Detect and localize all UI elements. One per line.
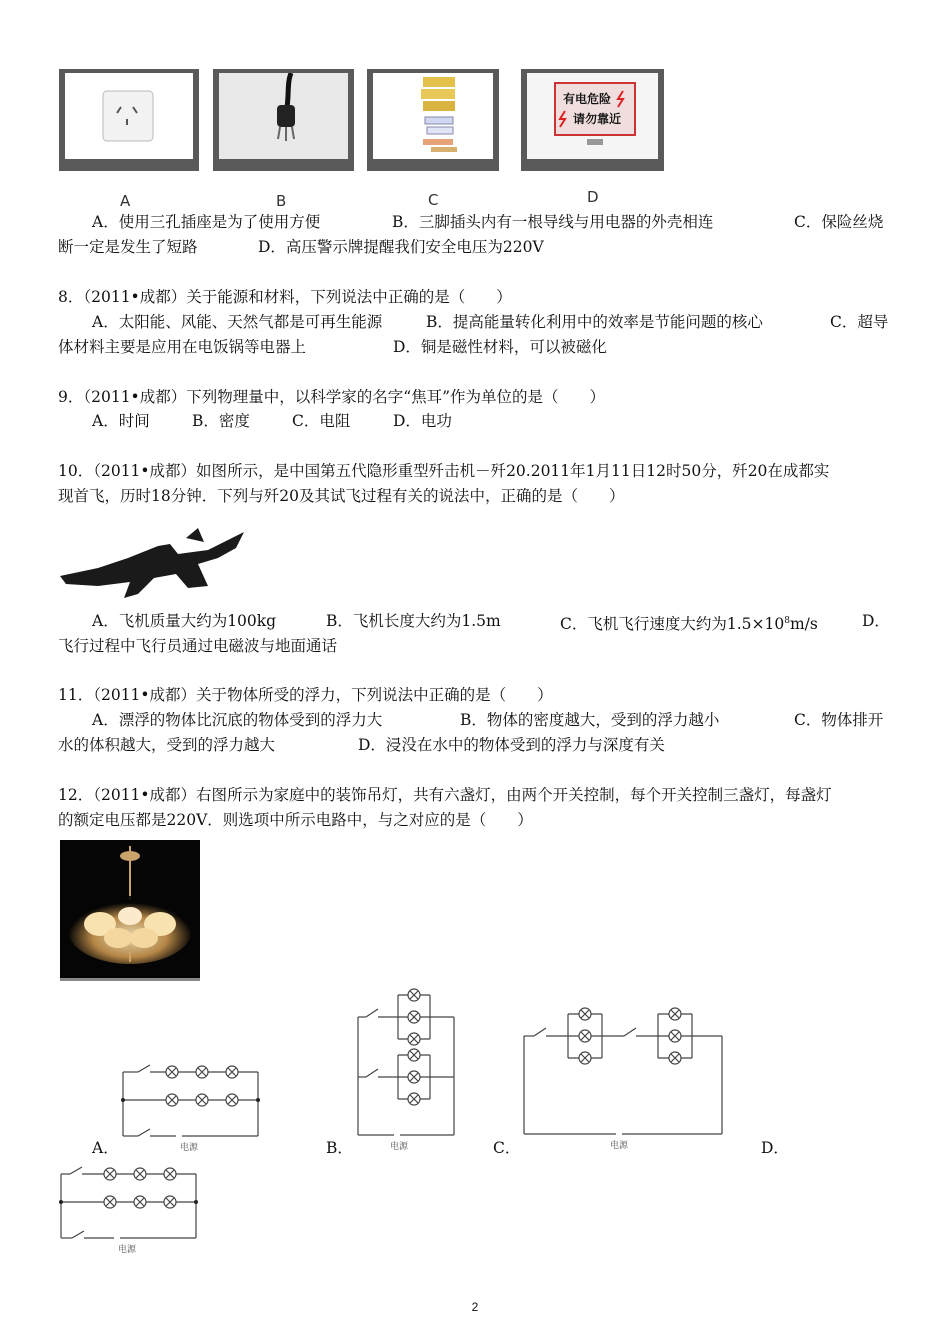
chandelier-photo xyxy=(60,840,200,981)
fuse-icon xyxy=(373,73,493,159)
q8-stem: 8．（2011•成都）关于能源和材料，下列说法中正确的是（ ） xyxy=(58,288,512,306)
q12-option-d-label: D． xyxy=(761,1139,789,1157)
q9-option-a: A．时间 xyxy=(92,412,150,430)
q12-option-b-label: B． xyxy=(326,1139,353,1157)
circuit-b xyxy=(350,985,460,1155)
q7-option-a: A．使用三孔插座是为了使用方便 xyxy=(92,213,321,231)
q7-option-c: C．保险丝烧 xyxy=(794,213,884,231)
q12-option-c-label: C． xyxy=(493,1139,521,1157)
q8-option-c: C．超导 xyxy=(830,313,889,331)
power-label-b: 电源 xyxy=(390,1142,409,1152)
q8-option-b: B．提高能量转化利用中的效率是节能问题的核心 xyxy=(426,313,763,331)
q12-option-a-label: A． xyxy=(92,1139,119,1157)
chandelier-icon xyxy=(60,840,200,978)
q10-stem-line1: 10．（2011•成都）如图所示，是中国第五代隐形重型歼击机－歼20.2011年1月11日12时50分，歼20在成都实 xyxy=(58,462,830,480)
power-label-d: 电源 xyxy=(118,1245,137,1255)
sign-line-1: 有电危险 xyxy=(563,92,612,106)
q7-option-d: D．高压警示牌提醒我们安全电压为220V xyxy=(258,238,544,256)
q10-option-d-cont: 飞行过程中飞行员通过电磁波与地面通话 xyxy=(58,637,338,655)
plug-icon xyxy=(219,73,348,159)
q10-option-c: C．飞机飞行速度大约为$1.5\times 10^8m/s$ xyxy=(560,615,818,634)
q9-option-c: C．电阻 xyxy=(292,412,351,430)
q7-option-b: B．三脚插头内有一根导线与用电器的外壳相连 xyxy=(392,213,714,231)
q11-option-c: C．物体排开 xyxy=(794,711,884,729)
warning-sign-icon xyxy=(527,73,658,159)
q9-option-d: D．电功 xyxy=(393,412,452,430)
page-number: 2 xyxy=(471,1300,479,1314)
socket-icon xyxy=(65,73,193,159)
q9-option-b: B．密度 xyxy=(192,412,250,430)
q9-stem: 9．（2011•成都）下列物理量中，以科学家的名字“焦耳”作为单位的是（ ） xyxy=(58,388,606,406)
q11-option-a: A．漂浮的物体比沉底的物体受到的浮力大 xyxy=(92,711,383,729)
circuit-a xyxy=(118,1060,264,1154)
q10-option-d: D． xyxy=(862,612,890,630)
power-label-a: 电源 xyxy=(180,1143,199,1153)
q10-option-a: A．飞机质量大约为100kg xyxy=(92,612,277,630)
q11-option-b: B．物体的密度越大，受到的浮力越小 xyxy=(460,711,720,729)
jet-fighter-icon xyxy=(58,528,248,604)
photo-a-socket xyxy=(59,69,199,171)
q11-option-c-cont: 水的体积越大，受到的浮力越大 xyxy=(58,736,276,754)
photo-label-a: A xyxy=(120,192,131,210)
q12-stem-line1: 12．（2011•成都）右图所示为家庭中的装饰吊灯，共有六盏灯，由两个开关控制，每个开关控制三盏灯，每盏灯 xyxy=(58,786,832,804)
power-label-c: 电源 xyxy=(610,1141,629,1151)
photo-b-plug xyxy=(213,69,354,171)
q10-option-b: B．飞机长度大约为1.5m xyxy=(326,612,501,630)
photo-c-fuse xyxy=(367,69,499,171)
q8-option-c-cont: 体材料主要是应用在电饭锅等电器上 xyxy=(58,338,307,356)
q11-option-d: D．浸没在水中的物体受到的浮力与深度有关 xyxy=(358,736,665,754)
q12-stem-line2: 的额定电压都是220V．则选项中所示电路中，与之对应的是（ ） xyxy=(58,811,533,829)
q10-stem-line2: 现首飞，历时18分钟．下列与歼20及其试飞过程有关的说法中，正确的是（ ） xyxy=(58,487,625,505)
q11-stem: 11．（2011•成都）关于物体所受的浮力，下列说法中正确的是（ ） xyxy=(58,686,553,704)
q8-option-d: D．铜是磁性材料，可以被磁化 xyxy=(393,338,607,356)
photo-d-warning xyxy=(521,69,664,171)
circuit-d xyxy=(56,1162,202,1256)
q7-option-c-cont: 断一定是发生了短路 xyxy=(58,238,198,256)
circuit-c xyxy=(520,1002,728,1154)
photo-label-c: C xyxy=(428,191,439,209)
q8-option-a: A．太阳能、风能、天然气都是可再生能源 xyxy=(92,313,383,331)
photo-label-d: D xyxy=(587,188,599,206)
sign-line-2: 请勿靠近 xyxy=(573,112,622,126)
photo-label-b: B xyxy=(276,192,287,210)
